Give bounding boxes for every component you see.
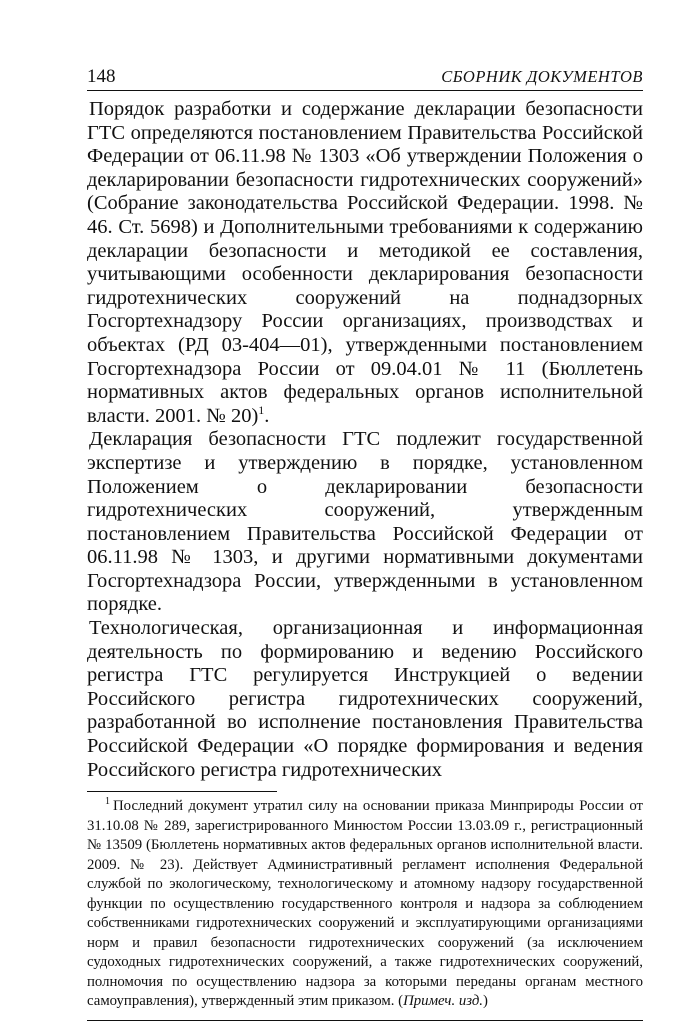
footnote-1-tail: )	[483, 993, 488, 1010]
footnote-number: 1	[105, 796, 110, 808]
footnotes	[87, 797, 643, 1012]
running-title: СБОРНИК ДОКУМЕНТОВ	[441, 67, 643, 86]
document-page	[87, 64, 643, 1021]
paragraph-1-tail: .	[264, 404, 270, 427]
main-text	[87, 98, 643, 782]
paragraph-3: Технологическая, организационная и информационная деятельность по формированию и ведению Российского регистра ГТС регулируется Инструкцией о ведении Российского регистра гидротехнических сооружений, разработанной во исполнение постановления Правительства Российской Федерации «О порядке формирования и ведения Российского регистра гидротехнических	[87, 617, 643, 781]
footnote-1-note: Примеч. изд.	[403, 993, 484, 1010]
footnote-separator	[87, 791, 277, 792]
paragraph-1-text: Порядок разработки и содержание декларации безопасности ГТС определяются постановлением Правительства Российской Федерации от 06.11.98 № 1303 «Об утверждении Положения о декларировании безопасности гидротехнических сооружений» (Собрание законодательства Российской Федерации. 1998. № 46. Ст. 5698) и Дополнительными требованиями к содержанию декларации безопасности и методикой ее составления, учитывающими особенности декларирования безопасности гидротехнических сооружений на поднадзорных Госгортехнадзору России организациях, производствах и объектах (РД 03-404—01), утвержденными постановлением Госгортехнадзора России от 09.04.01 № 11 (Бюллетень нормативных актов федеральных органов исполнительной власти. 2001. № 20)	[87, 98, 643, 427]
page-number: 148	[87, 66, 116, 87]
paragraph-2: Декларация безопасности ГТС подлежит государственной экспертизе и утверждению в порядке, установленном Положением о декларировании безопасности гидротехнических сооружений, утвержденным постановлением Правительства Российской Федерации от 06.11.98 № 1303, и другими нормативными документами Госгортехнадзора России, утвержденными в установленном порядке.	[87, 428, 643, 616]
footnote-1-text: Последний документ утратил силу на основании приказа Минприроды России от 31.10.08 № 289, зарегистрированного Минюстом России 13.03.09 г., регистрационный № 13509 (Бюллетень нормативных актов федеральных органов исполнительной власти. 2009. № 23). Действует Административный регламент исполнения Федеральной службой по экологическому, технологическому и атомному надзору государственной функции по осуществлению государственного контроля и надзора за соблюдением собственниками гидротехнических сооружений и эксплуатирующими организациями норм и правил безопасности гидротехнических сооружений (за исключением судоходных гидротехнических сооружений, а также гидротехнических сооружений, полномочия по осуществлению надзора за которыми переданы органам местного самоуправления), утвержденный этим приказом. (	[87, 798, 643, 1010]
page-header	[87, 64, 643, 91]
footnote-1	[87, 797, 643, 1012]
footnote-reference: 1	[258, 402, 265, 417]
paragraph-1	[87, 98, 643, 428]
